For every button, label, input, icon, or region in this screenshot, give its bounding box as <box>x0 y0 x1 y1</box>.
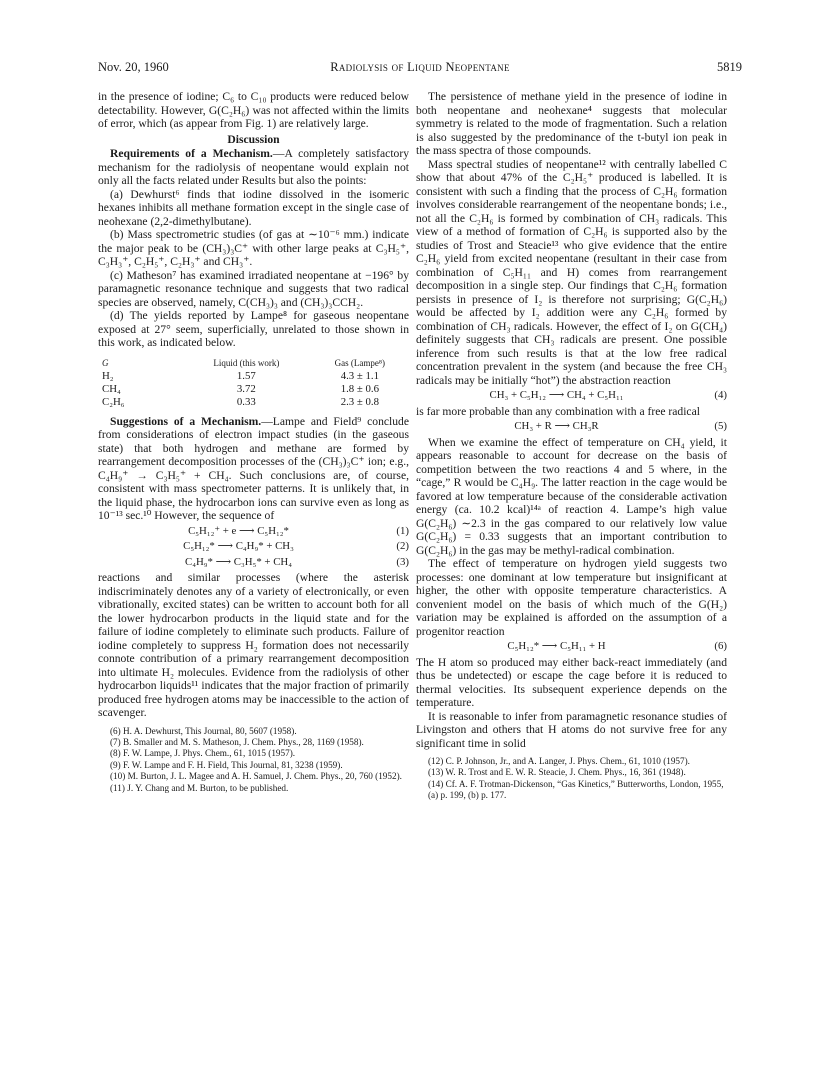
table-row <box>98 396 409 409</box>
footnote: (8) F. W. Lampe, J. Phys. Chem., 61, 1015 (1957). <box>110 748 296 759</box>
paragraph: The H atom so produced may either back-react immediately (and thus be undetected) or escape the cage before it is reduced to thermal velocities. Its subsequent experience depends on the temperature. <box>416 655 727 709</box>
table-row <box>98 383 409 396</box>
footnote: (11) J. Y. Chang and M. Burton, to be published. <box>110 782 289 793</box>
equation: C₅H₁₂⁺ + e ⟶ C₅H₁₂* (1) <box>188 524 409 537</box>
point-a: (a) Dewhurst⁶ finds that iodine dissolved in the isomeric hexanes inhibits all methane formation except in the single case of neohexane (2,2-dimethylbutane). <box>98 187 409 228</box>
footnote: (10) M. Burton, J. L. Magee and A. H. Samuel, J. Chem. Phys., 20, 760 (1952). <box>110 771 402 782</box>
table-cell: H₂ <box>102 369 114 382</box>
table-cell: C₂H₆ <box>102 395 125 408</box>
equation: C₄H₉* ⟶ C₃H₅* + CH₄ (3) <box>185 555 409 568</box>
yield-table <box>98 358 409 409</box>
run-in-heading: Requirements of a Mechanism. <box>110 147 273 160</box>
table-cell: 3.72 <box>236 382 256 395</box>
running-title: Radiolysis of Liquid Neopentane <box>330 60 510 74</box>
footnote: (6) H. A. Dewhurst, This Journal, 80, 5607 (1958). <box>110 725 297 736</box>
paragraph: The effect of temperature on hydrogen yield suggests two processes: one dominant at low temperature but insignificant at higher, the other with opposite temperature characteristics. A convenient model on the basis of which much of the G(H₂) variation may be explained is afforded on the assumption of a progenitor reaction <box>416 557 727 638</box>
paragraph: reactions and similar processes (where the asterisk indiscriminately denotes any of a variety of electronically, or even vibrationally, excited states) can be written to account both for all the lower hydrocarbon products in the liquid state and for the failure of iodine completely to eliminate such products. Failure of iodine completely to suppress H₂ formation does not necessarily connote contribution of a primary rearrangement decomposition into ultimate H₂ molecules. Evidence from the radiolysis of other hydrocarbon liquids¹¹ indicates that the major fraction of primarily produced free hydrogen atoms may be inaccessible to the action of scavenger. <box>98 571 409 719</box>
footnote: (12) C. P. Johnson, Jr., and A. Langer, J. Phys. Chem., 61, 1010 (1957). <box>428 756 690 766</box>
section-heading-discussion: Discussion <box>227 132 280 146</box>
table-row <box>98 370 409 383</box>
table-cell: CH₄ <box>102 382 121 395</box>
footnote: (9) F. W. Lampe and F. H. Field, This Journal, 81, 3238 (1959). <box>110 759 343 770</box>
footnote: (13) W. R. Trost and E. W. R. Steacie, J. Chem. Phys., 16, 361 (1948). <box>428 767 686 778</box>
paragraph: When we examine the effect of temperature on CH₄ yield, it appears reasonable to account for decrease on the basis of competition between the two reactions 4 and 5 where, in the “cage,” R would be C₄H₉. The latter reaction in the cage would be favored at low temperature because of the considerable activation energy (ca. 10.2 kcal)¹⁴ᵃ of reaction 4. Lampe’s high value G(C₂H₆) ∼2.3 in the gas compared to our relatively low value G(C₂H₆) = 0.33 suggests that an important contribution to G(C₂H₆) in the gas may be methyl-radical combination. <box>416 435 727 557</box>
equation: C₅H₁₂* ⟶ C₄H₉* + CH₃ (2) <box>183 540 409 552</box>
footnote: (7) B. Smaller and M. S. Matheson, J. Chem. Phys., 28, 1169 (1958). <box>110 736 364 747</box>
paragraph-text: —Lampe and Field⁹ conclude from considerations of electron impact studies (in the gaseous state) that both hydrogen and methane are formed by rearrangement decomposition processes of the (CH₃)₃C⁺ ion; e.g., C₄H₉⁺ → C₃H₅⁺ + CH₄. Such conclusions are, of course, consistent with mass spectrometer patterns. It is unlikely that, in the liquid phase, the hydrocarbon ions can survive even as long as 10⁻¹³ sec.¹⁰ However, the sequence of <box>98 414 409 522</box>
table-cell: 0.33 <box>236 395 256 408</box>
paragraph-text: —A completely satisfactory mechanism for the radiolysis of neopentane would explain not only all the facts related under Results but also the points: <box>98 147 409 187</box>
page-header <box>98 60 742 76</box>
point-c: (c) Matheson⁷ has examined irradiated neopentane at −196° by paramagnetic resonance technique and suggests that two radical species are observed, namely, C(CH₃)₃ and (CH₃)₃CCH₂. <box>98 268 409 309</box>
table-header-g: G <box>102 357 109 368</box>
paragraph: The persistence of methane yield in the presence of iodine in both neopentane and neohexane⁴ suggests that molecular symmetry is related to the mode of fragmentation. Such a relation is also suggested by the predominance of the t-butyl ion peak in the mass spectra of those compounds. <box>416 90 727 157</box>
page-number: 5819 <box>717 60 742 74</box>
paragraph-suggestions <box>98 415 409 523</box>
footnotes-left <box>98 726 409 794</box>
table-cell: 2.3 ± 0.8 <box>340 395 380 408</box>
paragraph: is far more probable than any combination with a free radical <box>416 404 700 418</box>
footnote: (14) Cf. A. F. Trotman-Dickenson, “Gas Kinetics,” Butterworths, London, 1955, (a) p. 199, (b) p. 177. <box>428 778 724 801</box>
paragraph: It is reasonable to infer from paramagnetic resonance studies of Livingston and others that H atoms do not survive free for any significant time in solid <box>416 709 727 750</box>
table-header-gas: Gas (Lampe⁸) <box>334 357 386 368</box>
point-b: (b) Mass spectrometric studies (of gas at ∼10⁻⁶ mm.) indicate the major peak to be (CH₃)₃C⁺ with other large peaks at C₃H₅⁺, C₃H₃⁺, C₂H₅⁺, C₂H₃⁺ and CH₃⁺. <box>98 228 409 268</box>
paragraph: Mass spectral studies of neopentane¹² with centrally labelled C show that about 47% of the C₂H₅⁺ produced is labelled. It is consistent with such a finding that the process of C₂H₆ formation involves considerable rearrangement of the neopentane bonds; i.e., not all the C₂H₆ is formed by combination of CH₃ radicals. This view of a method of formation of C₂H₆ is supported also by the studies of Trost and Steacie¹³ who give evidence that the entire C₂H₆ yield from excited neopentane (resultant in their case from combination of C₅H₁₁ and H) comes from rearrangement decomposition in a single step. Our findings that C₂H₆ formation persists in presence of I₂ is therefore not surprising; G(C₂H₆) would be affected by I₂ addition were any C₂H₆ formed by combination of CH₃ radicals. However, the effect of I₂ on G(CH₄) definitely suggests that CH₃ radicals are present. One possible inference from such results is that at the low free radical concentration prevalent in the system (and because the free CH₃ radicals may be initially “hot”) the abstraction reaction <box>416 157 727 387</box>
table-header-liquid: Liquid (this work) <box>213 357 280 368</box>
run-in-heading: Suggestions of a Mechanism. <box>110 414 262 428</box>
header-date: Nov. 20, 1960 <box>98 60 169 74</box>
table-cell: 4.3 ± 1.1 <box>340 369 380 382</box>
table-cell: 1.8 ± 0.6 <box>340 382 380 395</box>
point-d: (d) The yields reported by Lampe⁸ for gaseous neopentane exposed at 27° seem, superficially, unrelated to those shown in this work, as indicated below. <box>98 309 409 349</box>
paragraph: in the presence of iodine; C₆ to C₁₀ products were reduced below detectability. However, G(C₂H₆) was not affected within the limits of error, which (as appear from Fig. 1) are relatively large. <box>98 90 409 130</box>
right-column <box>416 90 727 802</box>
equation: CH₃ + R ⟶ CH₃R (5) <box>514 420 727 432</box>
table-cell: 1.57 <box>236 369 256 382</box>
footnotes-right <box>416 756 727 802</box>
left-column <box>98 90 409 794</box>
equation: C₅H₁₂* ⟶ C₅H₁₁ + H (6) <box>507 640 727 652</box>
paragraph-requirements <box>98 147 409 188</box>
equation: CH₃ + C₅H₁₂ ⟶ CH₄ + C₅H₁₁ (4) <box>489 389 727 401</box>
